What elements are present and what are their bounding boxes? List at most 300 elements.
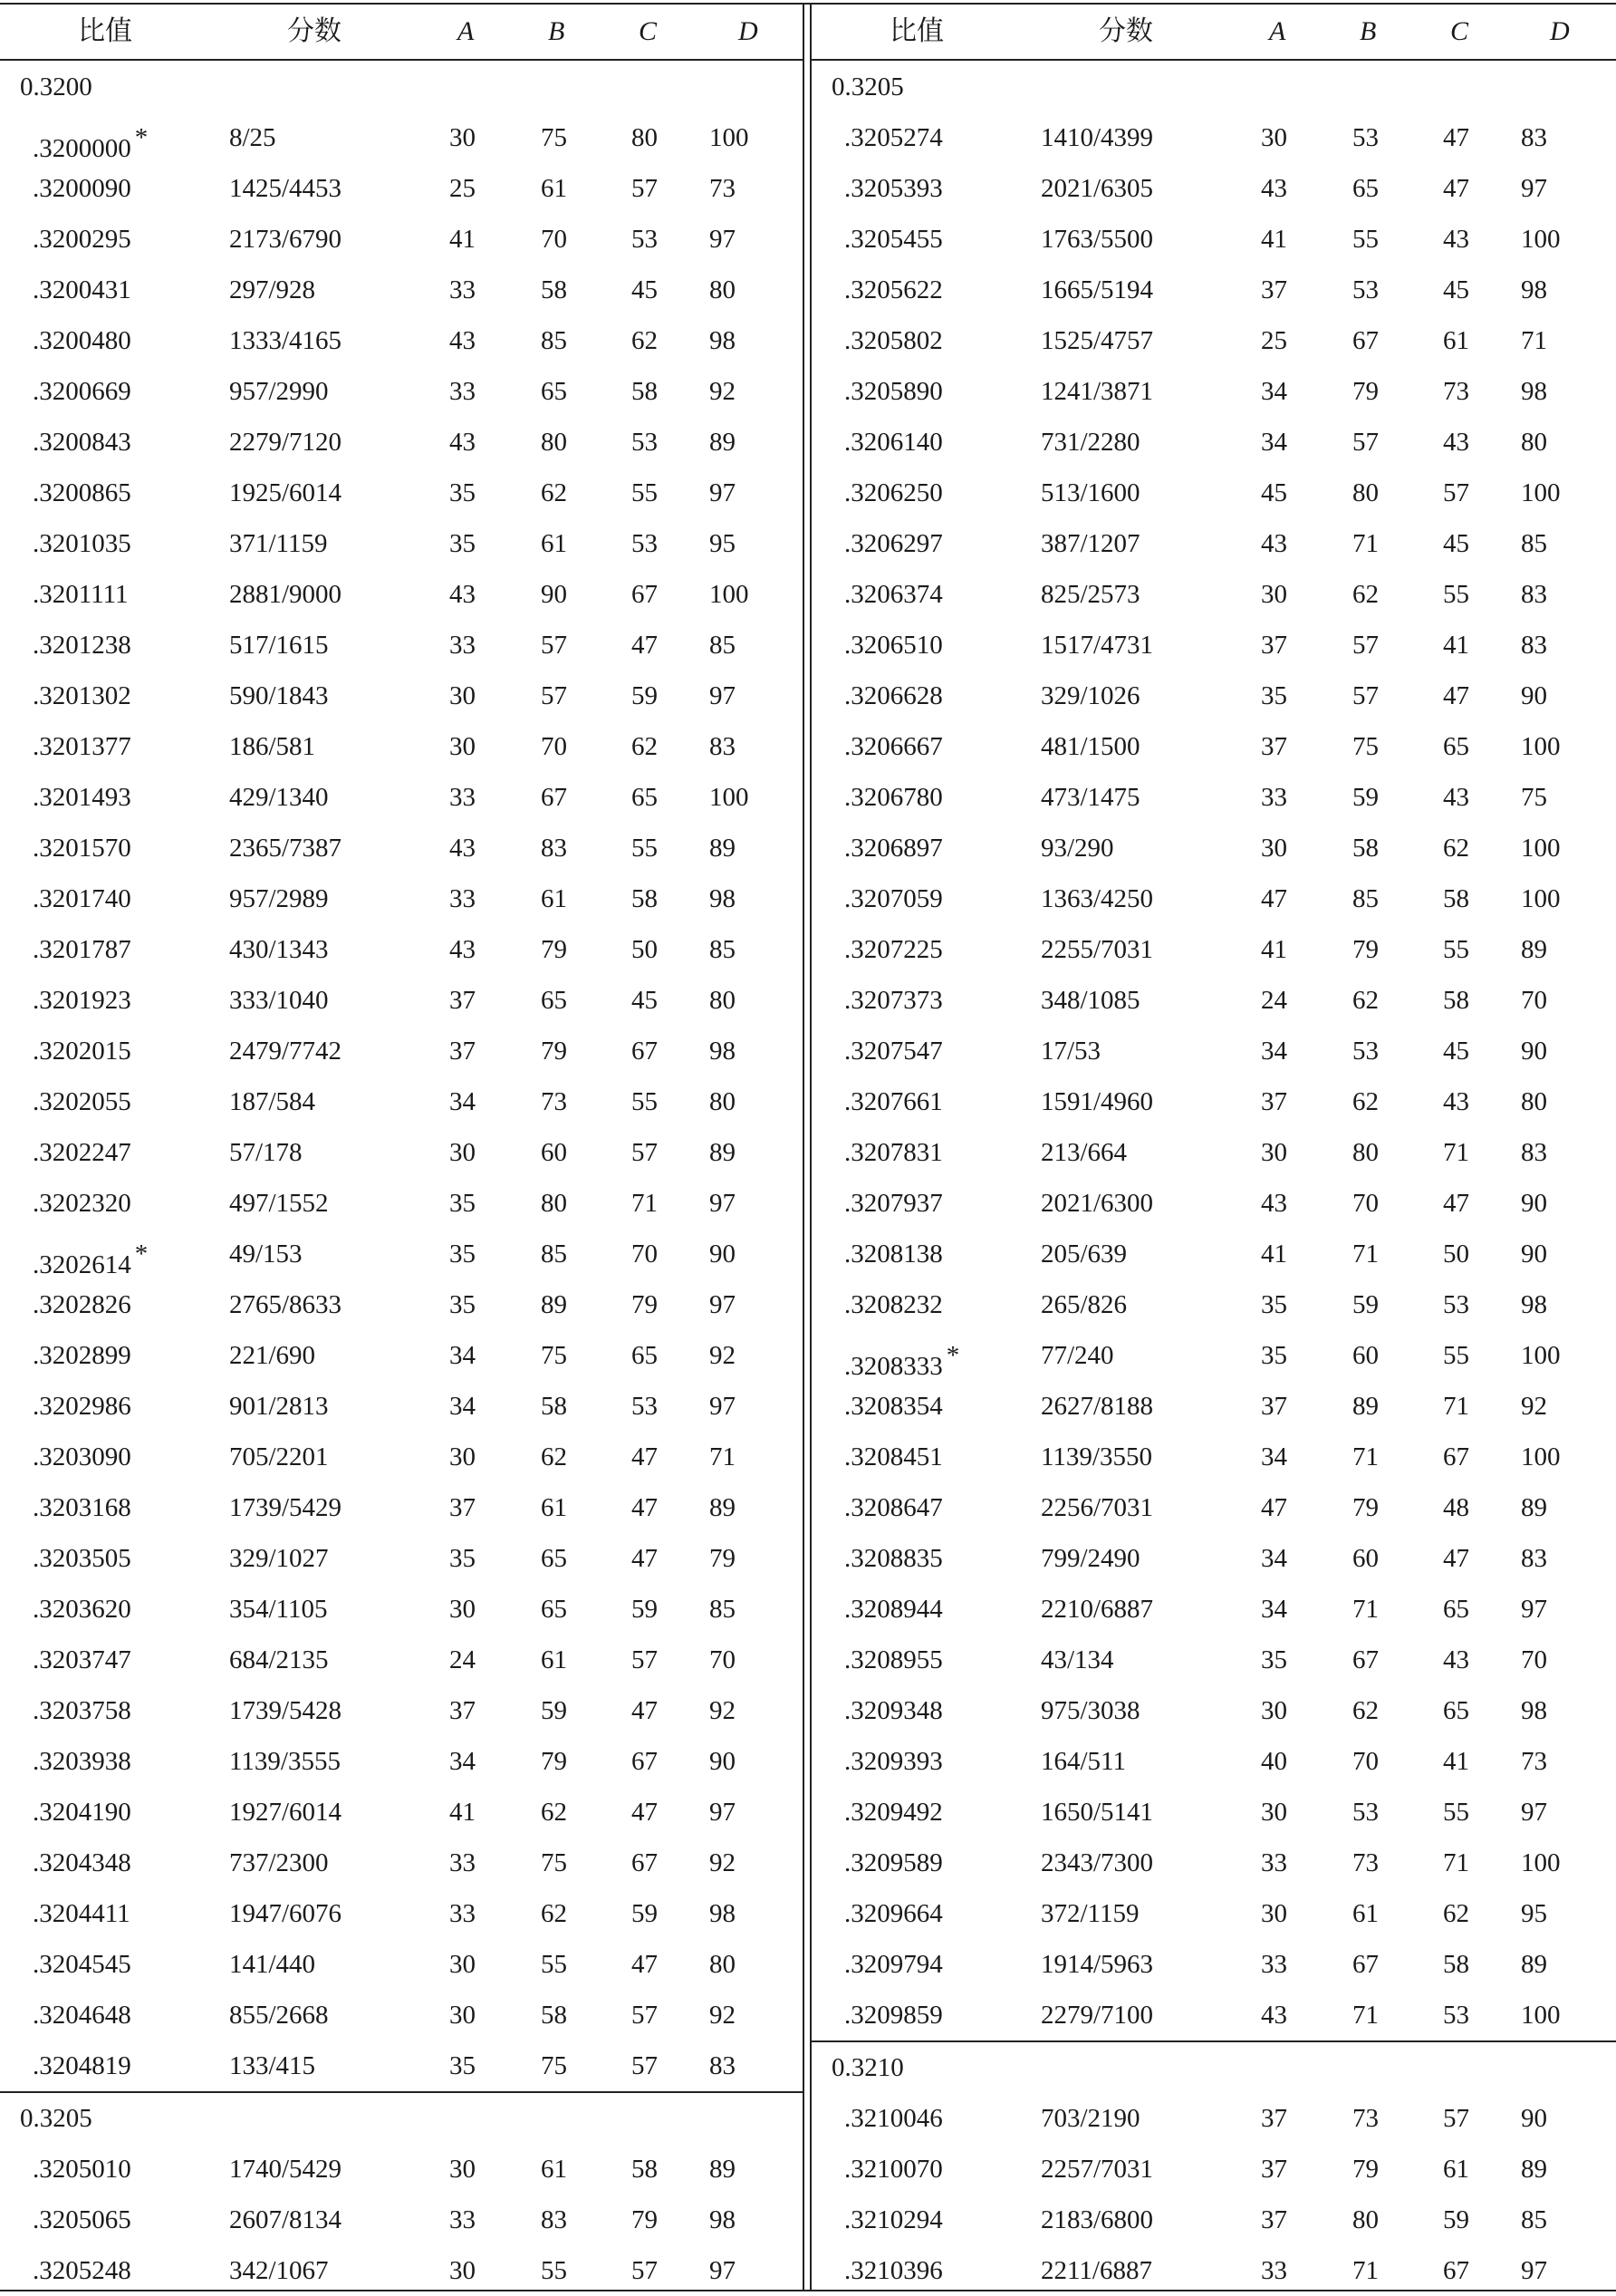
c-cell-text: 62 [1443,834,1469,863]
c-cell-text: 53 [1443,2001,1469,2030]
fraction-cell-text: 371/1159 [229,529,328,558]
a-cell-text: 33 [449,2205,476,2234]
ratio-group [0,62,804,2091]
b-cell [541,721,567,772]
d-cell [1521,1381,1547,1432]
b-cell [541,214,567,265]
c-cell [1443,1482,1469,1533]
asterisk-mark: * [134,1240,149,1269]
c-cell [1443,1229,1469,1279]
b-cell-text: 80 [541,428,567,457]
a-cell-text: 35 [1261,681,1287,710]
table-row [812,1584,1616,1635]
table-row [0,975,804,1026]
right-table-half [812,0,1616,2293]
b-cell [1352,1635,1379,1685]
a-cell-text: 40 [1261,1747,1287,1776]
ratio-cell [33,1533,131,1584]
ratio-cell [33,1990,131,2040]
c-cell-text: 59 [631,1595,658,1624]
table-row [0,1381,804,1432]
ratio-cell-text: .3210046 [844,2104,943,2133]
c-cell [1443,366,1469,417]
c-cell [1443,670,1469,721]
d-cell [709,1026,736,1076]
a-cell [1261,1482,1287,1533]
fraction-cell [229,1076,315,1127]
b-cell [541,1482,567,1533]
a-cell [1261,417,1287,468]
a-cell-text: 34 [1261,428,1287,457]
a-cell-text: 35 [449,2051,476,2080]
c-cell-text: 47 [1443,123,1469,152]
c-cell [631,772,658,823]
fraction-cell-text: 473/1475 [1041,783,1140,812]
d-cell [1521,1787,1547,1838]
ratio-cell-text: .3204648 [33,2001,131,2030]
d-cell [1521,1178,1547,1229]
ratio-cell [844,823,943,873]
b-cell [1352,1026,1379,1076]
fraction-cell-text: 372/1159 [1041,1899,1140,1928]
d-cell-text: 95 [1521,1899,1547,1928]
fraction-cell-text: 1947/6076 [229,1899,342,1928]
c-cell [631,366,658,417]
fraction-cell-text: 1333/4165 [229,326,342,355]
fraction-cell [229,366,329,417]
ratio-cell [844,670,943,721]
c-cell [1443,1533,1469,1584]
c-cell [1443,620,1469,670]
fraction-cell-text: 205/639 [1041,1240,1128,1269]
d-cell-text: 97 [709,1189,736,1218]
b-cell [1352,366,1379,417]
a-cell [1261,1026,1287,1076]
ratio-cell [844,873,943,924]
a-cell-text: 30 [1261,834,1287,863]
fraction-cell-text: 901/2813 [229,1392,329,1421]
c-cell [1443,2093,1469,2144]
a-cell [449,823,476,873]
fraction-cell-text: 684/2135 [229,1645,329,1674]
fraction-cell-text: 429/1340 [229,783,329,812]
fraction-cell [1041,1076,1153,1127]
d-cell-text: 83 [1521,631,1547,660]
b-cell [1352,1432,1379,1482]
ratio-cell [33,417,131,468]
c-cell [631,1990,658,2040]
ratio-cell [33,1432,131,1482]
table-row [812,975,1616,1026]
fraction-cell [1041,163,1153,214]
table-row [812,620,1616,670]
d-cell [709,1279,736,1330]
fraction-cell [1041,873,1153,924]
table-row [812,1635,1616,1685]
fraction-cell-text: 1925/6014 [229,478,342,507]
c-cell-text: 71 [1443,1138,1469,1167]
d-cell [1521,1990,1561,2040]
fraction-cell [1041,1279,1127,1330]
d-cell [709,1381,736,1432]
ratio-cell [33,721,131,772]
c-cell [631,1787,658,1838]
b-cell-text: 75 [1352,732,1379,761]
table-row [812,417,1616,468]
c-cell-text: 57 [1443,2104,1469,2133]
b-cell-text: 57 [541,631,567,660]
c-cell-text: 47 [1443,174,1469,203]
fraction-cell-text: 2279/7120 [229,428,342,457]
fraction-cell [1041,1990,1153,2040]
fraction-cell [229,1787,341,1838]
table-row [0,1127,804,1178]
table-row [0,924,804,975]
ratio-cell-text: .3208333 [844,1352,943,1381]
d-cell-text: 83 [1521,1544,1547,1573]
b-cell [541,366,567,417]
a-cell-text: 35 [449,1290,476,1319]
a-cell [449,2245,476,2296]
group-label: 0.3200 [20,72,92,101]
a-cell-text: 30 [449,1950,476,1979]
b-cell [541,2195,567,2245]
c-cell [631,721,658,772]
b-cell-text: 79 [1352,935,1379,964]
b-cell-text: 57 [1352,428,1379,457]
ratio-cell-text: .3206140 [844,428,943,457]
table-row [0,1482,804,1533]
b-cell [1352,112,1379,163]
b-cell-text: 80 [1352,1138,1379,1167]
table-row [812,1838,1616,1888]
a-cell-text: 43 [1261,2001,1287,2030]
c-cell [1443,518,1469,569]
ratio-cell [33,1482,131,1533]
a-cell-text: 43 [449,580,476,609]
ratio-cell-text: .3205393 [844,174,943,203]
d-cell [1521,1736,1547,1787]
b-cell-text: 53 [1352,275,1379,304]
ratio-cell-text: .3207225 [844,935,943,964]
d-cell-text: 89 [709,2155,736,2184]
d-cell [1521,1939,1547,1990]
a-cell-text: 35 [1261,1645,1287,1674]
a-cell [449,163,476,214]
fraction-cell [1041,214,1153,265]
ratio-cell [844,1432,943,1482]
b-cell-text: 55 [541,1950,567,1979]
fraction-cell-text: 133/415 [229,2051,316,2080]
d-cell [709,823,736,873]
a-cell-text: 33 [1261,1848,1287,1877]
fraction-cell [1041,2245,1152,2296]
ratio-cell [33,1330,131,1381]
d-cell-text: 70 [1521,986,1547,1015]
table-row [812,366,1616,417]
b-cell-text: 58 [541,2001,567,2030]
d-cell-text: 97 [1521,1595,1547,1624]
d-cell-text: 79 [709,1544,736,1573]
a-cell-text: 34 [1261,377,1287,406]
table-row [812,1381,1616,1432]
c-cell-text: 47 [1443,681,1469,710]
b-cell-text: 71 [1352,529,1379,558]
b-cell-text: 53 [1352,1798,1379,1827]
ratio-cell-text: .3201238 [33,631,131,660]
fraction-cell [1041,1685,1140,1736]
ratio-cell-text: .3210396 [844,2256,943,2285]
table-row [0,1584,804,1635]
c-cell-text: 55 [631,478,658,507]
b-cell [541,670,567,721]
table-row [812,1229,1616,1279]
fraction-cell [1041,1533,1140,1584]
a-cell [1261,1584,1287,1635]
c-cell-text: 43 [1443,428,1469,457]
b-cell-text: 70 [541,225,567,254]
ratio-cell-text: .3203620 [33,1595,131,1624]
d-cell [709,1990,736,2040]
c-cell [1443,315,1469,366]
c-cell-text: 79 [631,2205,658,2234]
ratio-cell-text: .3204190 [33,1798,131,1827]
b-cell-text: 61 [541,174,567,203]
c-cell-text: 58 [631,884,658,913]
ratio-cell [33,1888,130,1939]
a-cell-text: 37 [1261,2155,1287,2184]
c-cell [1443,1685,1469,1736]
c-cell [631,1127,658,1178]
c-cell [1443,2195,1469,2245]
ratio-cell-text: .3202899 [33,1341,131,1370]
ratio-cell-text: .3209393 [844,1747,943,1776]
ratio-cell-text: .3205274 [844,123,943,152]
c-cell-text: 57 [631,2256,658,2285]
ratio-cell [33,315,131,366]
b-cell-text: 65 [541,986,567,1015]
table-row [812,265,1616,315]
b-cell-text: 83 [541,2205,567,2234]
b-cell-text: 55 [541,2256,567,2285]
fraction-cell [1041,518,1140,569]
c-cell [1443,1939,1469,1990]
a-cell-text: 33 [449,275,476,304]
a-cell [1261,1178,1287,1229]
ratio-cell [33,1838,131,1888]
c-cell-text: 47 [631,1544,658,1573]
c-cell-text: 43 [1443,1645,1469,1674]
d-cell-text: 98 [1521,1696,1547,1725]
ratio-cell-text: .3203938 [33,1747,131,1776]
c-cell [1443,1584,1469,1635]
a-cell [449,1888,476,1939]
c-cell-text: 43 [1443,1087,1469,1116]
c-cell [631,1026,658,1076]
fraction-cell [1041,315,1153,366]
c-cell-text: 57 [631,1138,658,1167]
a-cell-text: 24 [449,1645,476,1674]
b-cell [541,2245,567,2296]
c-cell [631,1939,658,1990]
a-cell-text: 34 [449,1392,476,1421]
c-cell [1443,1838,1469,1888]
ratio-cell-text: .3202055 [33,1087,131,1116]
c-cell-text: 67 [631,580,658,609]
d-cell-text: 97 [709,1290,736,1319]
ratio-cell [844,1533,943,1584]
c-cell-text: 48 [1443,1493,1469,1522]
table-row [812,1279,1616,1330]
a-cell-text: 43 [1261,174,1287,203]
table-row [0,620,804,670]
c-cell [1443,823,1469,873]
a-cell-text: 43 [449,834,476,863]
a-cell [449,1635,476,1685]
a-cell-text: 35 [449,1240,476,1269]
d-cell-text: 98 [1521,377,1547,406]
c-cell-text: 53 [631,428,658,457]
c-cell-text: 55 [1443,1341,1469,1370]
table-row [0,1635,804,1685]
b-cell [1352,163,1379,214]
a-cell-text: 47 [1261,1493,1287,1522]
a-cell [1261,670,1287,721]
ratio-cell-text: .3201302 [33,681,131,710]
fraction-cell [229,1127,303,1178]
fraction-cell-text: 731/2280 [1041,428,1140,457]
fraction-cell-text: 975/3038 [1041,1696,1140,1725]
b-cell [541,1888,567,1939]
d-cell-text: 70 [709,1645,736,1674]
d-cell [1521,1330,1561,1381]
a-cell-text: 30 [449,2155,476,2184]
fraction-cell-text: 1517/4731 [1041,631,1154,660]
ratio-cell-text: .3209794 [844,1950,943,1979]
ratio-cell-text: .3201923 [33,986,131,1015]
c-cell-text: 57 [631,174,658,203]
a-cell-text: 43 [1261,1189,1287,1218]
table-row [812,772,1616,823]
d-cell-text: 73 [709,174,736,203]
d-cell-text: 100 [1521,834,1561,863]
ratio-cell-text: .3203505 [33,1544,131,1573]
a-cell-text: 30 [1261,580,1287,609]
b-cell-text: 62 [1352,1696,1379,1725]
b-cell [1352,1584,1379,1635]
ratio-cell [33,1279,131,1330]
fraction-cell [1041,975,1140,1026]
fraction-cell-text: 77/240 [1041,1341,1114,1370]
d-cell [709,265,736,315]
b-cell-text: 71 [1352,2001,1379,2030]
fraction-cell [229,2040,315,2091]
d-cell [709,1685,736,1736]
b-cell-text: 61 [1352,1899,1379,1928]
ratio-cell-text: .3207547 [844,1037,943,1066]
fraction-cell-text: 481/1500 [1041,732,1140,761]
c-cell [1443,2144,1469,2195]
c-cell-text: 45 [1443,275,1469,304]
c-cell [631,823,658,873]
table-row [812,468,1616,518]
b-cell-text: 89 [1352,1392,1379,1421]
c-cell-text: 62 [1443,1899,1469,1928]
a-cell [1261,1685,1287,1736]
c-cell-text: 59 [631,1899,658,1928]
ratio-cell-text: .3206250 [844,478,943,507]
d-cell-text: 97 [1521,1798,1547,1827]
c-cell-text: 55 [1443,580,1469,609]
ratio-cell-text: .3202826 [33,1290,131,1319]
fraction-cell [1041,1888,1139,1939]
b-cell [1352,1279,1379,1330]
d-cell-text: 92 [709,1848,736,1877]
fraction-cell [229,1635,329,1685]
fraction-cell-text: 703/2190 [1041,2104,1140,2133]
ratio-cell [844,1888,943,1939]
c-cell-text: 41 [1443,1747,1469,1776]
table-header [0,3,804,61]
d-cell [709,975,736,1026]
d-cell [1521,1076,1547,1127]
b-cell-text: 58 [541,1392,567,1421]
c-cell [631,1838,658,1888]
c-cell-text: 67 [1443,1442,1469,1471]
a-cell-text: 35 [449,529,476,558]
b-cell [541,2144,567,2195]
a-cell-text: 41 [1261,935,1287,964]
d-cell-text: 85 [709,935,736,964]
d-cell [709,1635,736,1685]
b-cell [541,1533,567,1584]
c-cell-text: 45 [1443,1037,1469,1066]
fraction-cell [1041,569,1140,620]
b-cell [541,417,567,468]
ratio-cell [844,214,943,265]
b-cell [541,1838,567,1888]
c-cell-text: 67 [1443,2256,1469,2285]
header-c: C [1450,16,1469,46]
a-cell [449,873,476,924]
fraction-cell-text: 57/178 [229,1138,303,1167]
table-row [0,772,804,823]
a-cell-text: 37 [1261,631,1287,660]
c-cell-text: 41 [1443,631,1469,660]
b-cell-text: 79 [541,1037,567,1066]
fraction-cell-text: 737/2300 [229,1848,329,1877]
a-cell [1261,772,1287,823]
c-cell-text: 58 [1443,986,1469,1015]
c-cell [631,2144,658,2195]
b-cell [1352,2195,1379,2245]
c-cell-text: 71 [1443,1392,1469,1421]
d-cell-text: 70 [1521,1645,1547,1674]
a-cell [449,1381,476,1432]
a-cell [449,975,476,1026]
d-cell-text: 100 [709,123,749,152]
a-cell-text: 30 [449,1595,476,1624]
fraction-cell [229,1279,341,1330]
ratio-cell-text: .3208944 [844,1595,943,1624]
d-cell [709,1076,736,1127]
fraction-cell-text: 855/2668 [229,2001,329,2030]
d-cell-text: 92 [709,377,736,406]
d-cell-text: 100 [1521,1442,1561,1471]
b-cell-text: 83 [541,834,567,863]
ratio-cell-text: .3205010 [33,2155,131,2184]
a-cell-text: 37 [449,1493,476,1522]
